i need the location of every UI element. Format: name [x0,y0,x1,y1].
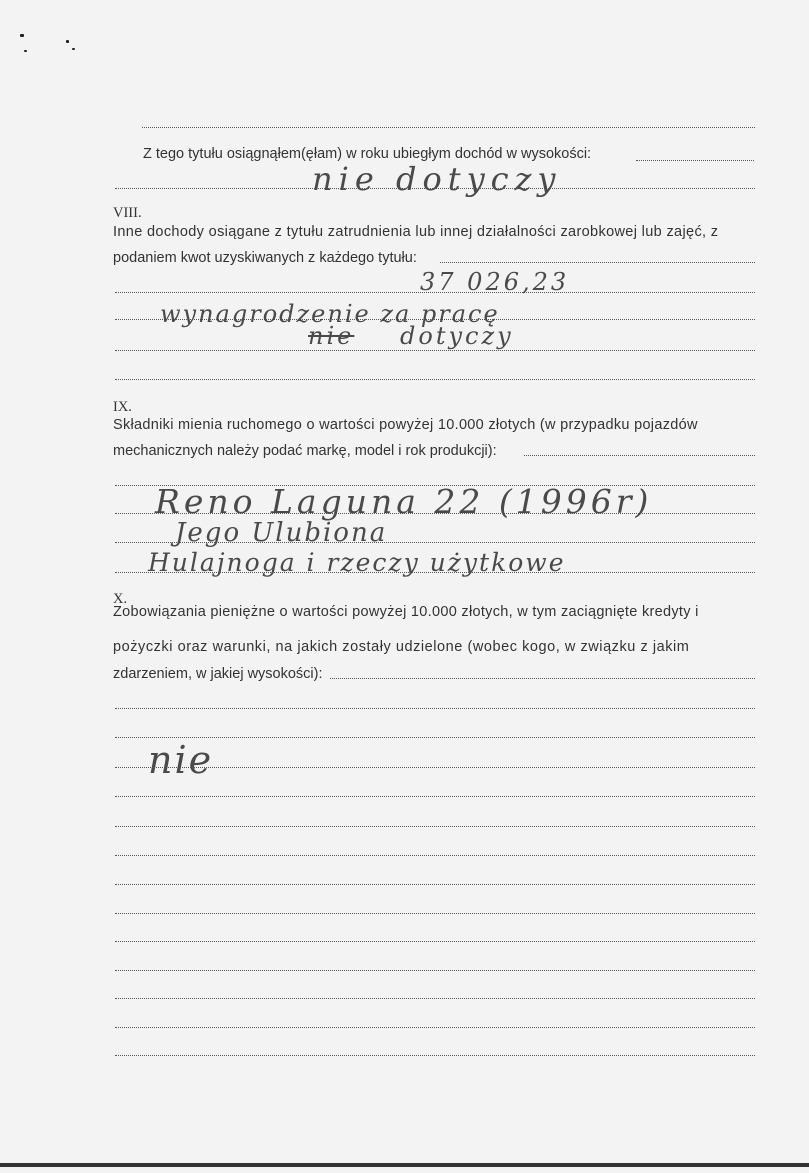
dotted-line [115,572,755,573]
dotted-line [115,998,755,999]
scan-speck [72,48,75,50]
dotted-line [142,127,755,128]
dotted-line [115,542,755,543]
dotted-line [636,160,754,161]
section-viii-line2: podaniem kwot uzyskiwanych z każdego tytułu: [113,250,417,266]
dotted-line [115,913,755,914]
handwritten-nie: nie [148,738,214,782]
section-x-line2: pożyczki oraz warunki, na jakich zostały udzielone (wobec kogo, w związku z jakim [113,639,690,655]
dotted-line [115,855,755,856]
dotted-line [115,884,755,885]
dotted-line [115,1055,755,1056]
dotted-line [115,826,755,827]
section-viii-line1: Inne dochody osiągane z tytułu zatrudnienia lub innej działalności zarobkowej lub zajęć, z [113,224,719,240]
dotted-line [115,350,755,351]
dotted-line [115,1027,755,1028]
handwritten-struck-word: nie [308,322,355,350]
handwritten-dotyczy: dotyczy [400,322,514,350]
handwritten-item-line2: Jego Ulubiona [175,518,388,548]
dotted-line [524,455,755,456]
handwritten-item-line3: Hulajnoga i rzeczy użytkowe [148,548,566,577]
dotted-line [115,796,755,797]
handwritten-income-source: wynagrodzenie za pracę [160,300,500,328]
income-line-text: Z tego tytułu osiągnąłem(ęłam) w roku ubiegłym dochód w wysokości: [143,146,592,162]
scan-speck [20,34,24,37]
dotted-line [330,678,755,679]
section-x-number: X. [113,591,128,607]
scan-speck [24,50,27,52]
section-viii-number: VIII. [113,205,142,221]
scan-bottom-edge [0,1163,809,1167]
dotted-line [115,708,755,709]
dotted-line [440,262,755,263]
dotted-line [115,379,755,380]
section-x-line3: zdarzeniem, w jakiej wysokości): [113,666,323,682]
dotted-line [115,941,755,942]
dotted-line [115,970,755,971]
dotted-line [115,513,755,514]
section-ix-line2: mechanicznych należy podać markę, model i rok produkcji): [113,443,497,459]
section-x-line1: Zobowiązania pieniężne o wartości powyżej 10.000 złotych, w tym zaciągnięte kredyty i [113,604,699,620]
dotted-line [115,767,755,768]
section-ix-number: IX. [113,399,132,415]
handwritten-amount: 37 026,23 [420,268,570,296]
scan-speck [66,40,69,43]
section-ix-line1: Składniki mienia ruchomego o wartości powyżej 10.000 złotych (w przypadku pojazdów [113,417,698,433]
handwritten-car: Reno Laguna 22 (1996r) [155,482,653,521]
handwritten-nie-dotyczy: nie dotyczy [312,160,562,198]
